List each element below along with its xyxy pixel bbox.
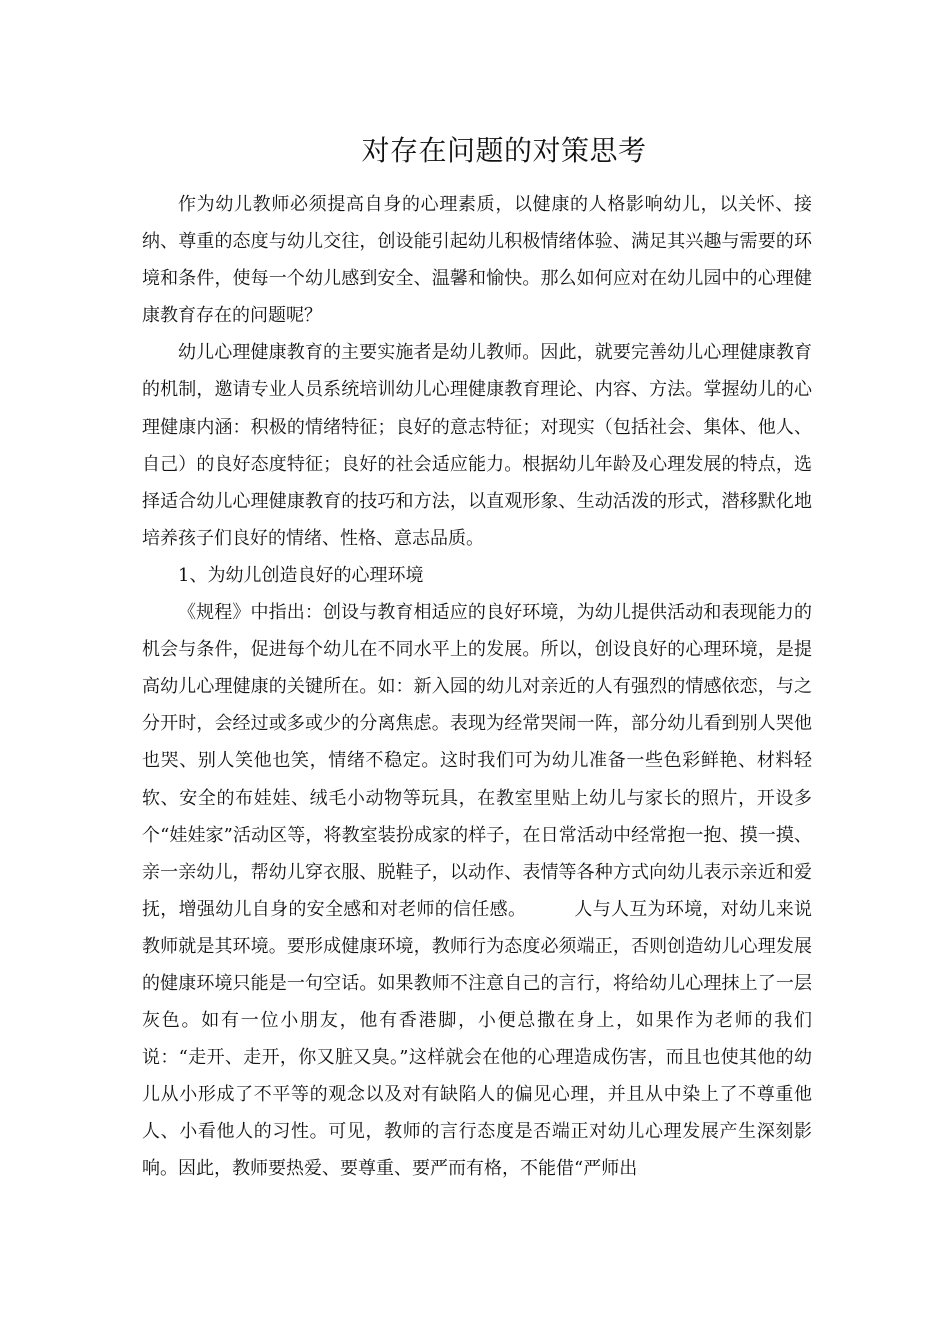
document-body [142,186,812,1188]
section-heading-1: 1、为幼儿创造良好的心理环境 [178,564,424,586]
paragraph-intro: 作为幼儿教师必须提高自身的心理素质，以健康的人格影响幼儿，以关怀、接纳、尊重的态度与幼儿交往，创设能引起幼儿积极情绪体验、满足其兴趣与需要的环境和条件，使每一个幼儿感到安全、温馨和愉快。那么如何应对在幼儿园中的心理健康教育存在的问题呢？ [142,194,812,327]
document-title: 对存在问题的对策思考 [361,134,647,167]
paragraph-environment: 《规程》中指出：创设与教育相适应的良好环境，为幼儿提供活动和表现能力的机会与条件，促进每个幼儿在不同水平上的发展。所以，创设良好的心理环境，是提高幼儿心理健康的关键所在。如：新入园的幼儿对亲近的人有强烈的情感依恋，与之分开时，会经过或多或少的分离焦虑。表现为经常哭闹一阵，部分幼儿看到别人哭他也哭、别人笑他也笑，情绪不稳定。这时我们可为幼儿准备一些色彩鲜艳、材料轻软、安全的布娃娃、绒毛小动物等玩具，在教室里贴上幼儿与家长的照片，开设多个“娃娃家”活动区等，将教室装扮成家的样子，在日常活动中经常抱一抱、摸一摸、亲一亲幼儿，帮幼儿穿衣服、脱鞋子，以动作、表情等各种方式向幼儿表示亲近和爱抚，增强幼儿自身的安全感和对老师的信任感。 人与人互为环境，对幼儿来说教师就是其环境。要形成健康环境，教师行为态度必须端正，否则创造幼儿心理发展的健康环境只能是一句空话。如果教师不注意自己的言行，将给幼儿心理抹上了一层灰色。如有一位小朋友，他有香港脚，小便总撒在身上，如果作为老师的我们说：“走开、走开，你又脏又臭。”这样就会在他的心理造成伤害，而且也使其他的幼儿从小形成了不平等的观念以及对有缺陷人的偏见心理，并且从中染上了不尊重他人、小看他人的习性。可见，教师的言行态度是否端正对幼儿心理发展产生深刻影响。因此，教师要热爱、要尊重、要严而有格，不能借“严师出 [142,602,812,1180]
paragraph-teacher-role: 幼儿心理健康教育的主要实施者是幼儿教师。因此，就要完善幼儿心理健康教育的机制，邀请专业人员系统培训幼儿心理健康教育理论、内容、方法。掌握幼儿的心理健康内涵：积极的情绪特征；良好的意志特征；对现实（包括社会、集体、他人、自己）的良好态度特征；良好的社会适应能力。根据幼儿年龄及心理发展的特点，选择适合幼儿心理健康教育的技巧和方法，以直观形象、生动活泼的形式，潜移默化地培养孩子们良好的情绪、性格、意志品质。 [142,342,812,549]
